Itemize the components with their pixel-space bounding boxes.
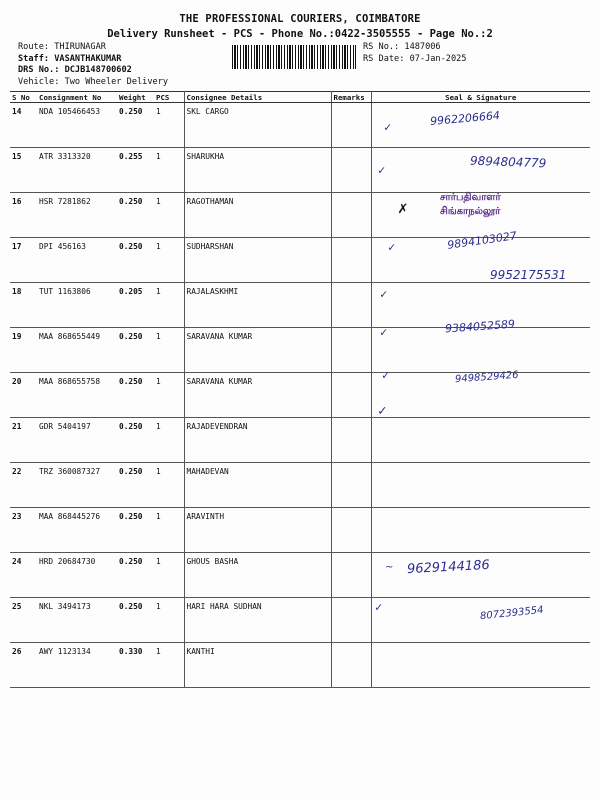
row-consignment: TRZ 360087327 (37, 463, 117, 508)
table-row (10, 328, 590, 373)
row-sno: 18 (10, 283, 37, 328)
row-remarks (331, 508, 371, 553)
row-pcs: 1 (154, 508, 184, 553)
row-consignee: SARAVANA KUMAR (184, 328, 331, 373)
row-remarks (331, 148, 371, 193)
table-row (10, 103, 590, 148)
signature-scribble: ✓ (378, 403, 387, 419)
table-row (10, 463, 590, 508)
row-sno: 21 (10, 418, 37, 463)
row-weight: 0.250 (117, 418, 154, 463)
row-consignment: TUT 1163806 (37, 283, 117, 328)
handwritten-phone: 9384052589 (444, 317, 516, 336)
row-weight: 0.250 (117, 328, 154, 373)
row-signature (371, 643, 590, 688)
row-consignment: MAA 868655449 (37, 328, 117, 373)
signature-scribble: ✓ (380, 325, 388, 339)
row-consignment: HRD 20684730 (37, 553, 117, 598)
row-weight: 0.250 (117, 193, 154, 238)
row-sno: 14 (10, 103, 37, 148)
row-sno: 25 (10, 598, 37, 643)
row-sno: 24 (10, 553, 37, 598)
table-row (10, 598, 590, 643)
row-pcs: 1 (154, 643, 184, 688)
row-remarks (331, 463, 371, 508)
col-pcs: PCS (154, 92, 184, 103)
table-row (10, 418, 590, 463)
row-signature (371, 328, 590, 373)
row-sno: 15 (10, 148, 37, 193)
row-weight: 0.255 (117, 148, 154, 193)
row-pcs: 1 (154, 103, 184, 148)
row-sno: 17 (10, 238, 37, 283)
signature-scribble: ✓ (378, 163, 386, 177)
row-remarks (331, 643, 371, 688)
signature-scribble: ✓ (382, 368, 390, 382)
row-signature (371, 418, 590, 463)
row-remarks (331, 418, 371, 463)
row-consignee: SHARUKHA (184, 148, 331, 193)
row-pcs: 1 (154, 283, 184, 328)
row-weight: 0.250 (117, 373, 154, 418)
row-pcs: 1 (154, 373, 184, 418)
col-remarks: Remarks (331, 92, 371, 103)
col-weight: Weight (117, 92, 154, 103)
row-weight: 0.250 (117, 238, 154, 283)
route-label: Route: THIRUNAGAR (18, 42, 106, 52)
row-consignment: NKL 3494173 (37, 598, 117, 643)
handwritten-phone: 9894103027 (446, 229, 518, 252)
handwritten-phone: 9629144186 (406, 557, 491, 578)
drs-number: DRS No.: DCJB148700602 (18, 65, 132, 75)
stamp-line-2: சிங்காநல்லூர் (440, 206, 501, 217)
row-consignee: SARAVANA KUMAR (184, 373, 331, 418)
table-row (10, 553, 590, 598)
handwritten-phone: 9952175531 (490, 268, 567, 282)
rs-number: RS No.: 1487006 (363, 42, 441, 52)
row-signature (371, 463, 590, 508)
row-weight: 0.250 (117, 598, 154, 643)
row-remarks (331, 553, 371, 598)
row-consignment: HSR 7281862 (37, 193, 117, 238)
row-consignee: MAHADEVAN (184, 463, 331, 508)
row-weight: 0.250 (117, 463, 154, 508)
row-weight: 0.250 (117, 103, 154, 148)
row-sno: 26 (10, 643, 37, 688)
row-weight: 0.250 (117, 508, 154, 553)
row-consignment: NDA 105466453 (37, 103, 117, 148)
row-remarks (331, 283, 371, 328)
row-signature (371, 508, 590, 553)
col-consignment: Consignment No (37, 92, 117, 103)
header-left-info (18, 42, 168, 88)
signature-scribble: ~ (385, 562, 394, 573)
handwritten-phone: 9894804779 (469, 153, 547, 171)
row-weight: 0.205 (117, 283, 154, 328)
row-consignment: AWY 1123134 (37, 643, 117, 688)
row-sno: 20 (10, 373, 37, 418)
row-pcs: 1 (154, 418, 184, 463)
row-consignee: HARI HARA SUDHAN (184, 598, 331, 643)
handwritten-phone: 9962206664 (429, 108, 501, 129)
row-consignee: KANTHI (184, 643, 331, 688)
row-pcs: 1 (154, 553, 184, 598)
header-right-info (363, 42, 466, 65)
row-consignment: DPI 456163 (37, 238, 117, 283)
stamp-line-1: சார்பதிவாளர் (440, 192, 501, 203)
row-pcs: 1 (154, 193, 184, 238)
row-weight: 0.330 (117, 643, 154, 688)
signature-scribble: ✓ (380, 287, 388, 301)
barcode (232, 45, 356, 69)
row-consignee: RAJALASKHMI (184, 283, 331, 328)
document-title: THE PROFESSIONAL COURIERS, COIMBATORE (179, 13, 421, 25)
tick-mark: ✓ (384, 120, 392, 134)
row-pcs: 1 (154, 238, 184, 283)
row-consignment: GDR 5404197 (37, 418, 117, 463)
row-pcs: 1 (154, 328, 184, 373)
row-signature (371, 103, 590, 148)
row-consignee: GHOUS BASHA (184, 553, 331, 598)
row-remarks (331, 598, 371, 643)
signature-scribble: ✓ (375, 600, 383, 614)
row-remarks (331, 328, 371, 373)
row-consignee: RAJADEVENDRAN (184, 418, 331, 463)
col-signature: Seal & Signature (371, 92, 590, 103)
row-sno: 23 (10, 508, 37, 553)
rs-date: RS Date: 07-Jan-2025 (363, 53, 467, 64)
row-consignment: MAA 868655758 (37, 373, 117, 418)
row-weight: 0.250 (117, 553, 154, 598)
table-row (10, 643, 590, 688)
handwritten-phone: 8072393554 (479, 604, 545, 623)
row-consignee: ARAVINTH (184, 508, 331, 553)
row-sno: 22 (10, 463, 37, 508)
runsheet-table (10, 91, 590, 688)
table-row (10, 508, 590, 553)
row-consignee: SUDHARSHAN (184, 238, 331, 283)
row-sno: 16 (10, 193, 37, 238)
document-subtitle: Delivery Runsheet - PCS - Phone No.:0422-3505555 - Page No.:2 (107, 28, 493, 40)
row-consignee: SKL CARGO (184, 103, 331, 148)
handwritten-phone: 9498529426 (454, 369, 519, 386)
signature-scribble: ✓ (388, 240, 396, 254)
vehicle-label: Vehicle: Two Wheeler Delivery (18, 76, 169, 87)
row-remarks (331, 103, 371, 148)
signature-scribble: ✗ (398, 198, 408, 217)
row-pcs: 1 (154, 463, 184, 508)
row-consignee: RAGOTHAMAN (184, 193, 331, 238)
row-remarks (331, 238, 371, 283)
row-consignment: MAA 868445276 (37, 508, 117, 553)
row-sno: 19 (10, 328, 37, 373)
table-header-row (10, 92, 590, 103)
staff-label: Staff: VASANTHAKUMAR (18, 53, 122, 64)
col-consignee: Consignee Details (184, 92, 331, 103)
col-sno: S No (10, 92, 37, 103)
row-remarks (331, 373, 371, 418)
row-remarks (331, 193, 371, 238)
row-consignment: ATR 3313320 (37, 148, 117, 193)
row-pcs: 1 (154, 148, 184, 193)
row-pcs: 1 (154, 598, 184, 643)
